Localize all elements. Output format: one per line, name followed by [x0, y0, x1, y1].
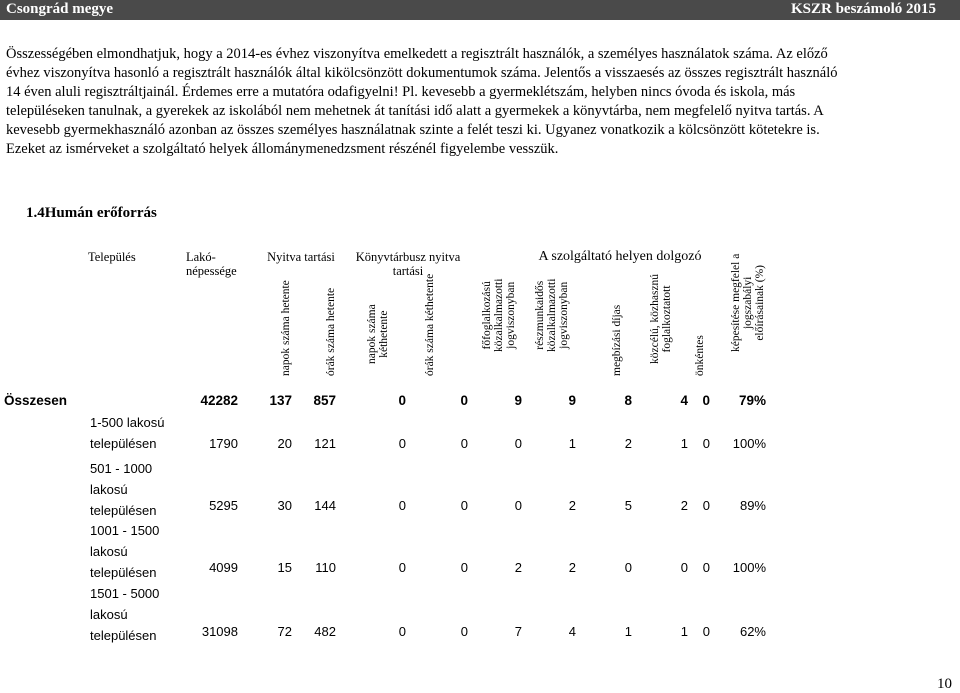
table-cell: 0 — [702, 498, 710, 513]
table-cell: 100% — [732, 560, 766, 575]
col-header-szolgaltato: A szolgáltató helyen dolgozó — [538, 249, 702, 264]
section-title: 1.4Humán erőforrás — [26, 205, 157, 221]
table-cell: 5295 — [209, 498, 238, 513]
table-cell: 0 — [702, 393, 710, 408]
table-cell: 15 — [277, 560, 292, 575]
table-cell: 2 — [624, 436, 632, 451]
table-cell: 0 — [398, 498, 406, 513]
table-cell: 2 — [514, 560, 522, 575]
page-header — [0, 0, 960, 20]
table-cell: 5 — [624, 498, 632, 513]
col-header-rotated: főfoglalkozású közalkalmazotti jogviszonyban — [481, 278, 517, 352]
table-cell: 0 — [460, 624, 468, 639]
table-cell: 0 — [460, 393, 468, 408]
col-header-nyitva-tartasi: Nyitva tartási — [267, 250, 335, 264]
table-cell: 2 — [680, 498, 688, 513]
table-cell: 0 — [398, 436, 406, 451]
header-report-title: KSZR beszámoló 2015 — [790, 1, 936, 17]
paragraph-line: 14 éven aluli regisztráltjainál. Érdemes erre a mutatóra odafigyelni! Pl. kevesebb a gyermeklétszám, helyben nincs óvoda és iskola, más — [6, 84, 796, 100]
table-cell: 1 — [568, 436, 576, 451]
table-cell: 42282 — [200, 393, 238, 408]
table-cell: 144 — [314, 498, 336, 513]
table-cell: 20 — [277, 436, 292, 451]
table-cell: 0 — [680, 560, 688, 575]
table-cell: 72 — [277, 624, 292, 639]
table-cell: 137 — [269, 393, 292, 408]
col-header-rotated: önkéntes — [694, 335, 706, 376]
col-header-rotated: részmunkaidős közalkalmazotti jogviszonyban — [534, 278, 570, 352]
row-label: 501 - 1000 lakosú településen — [90, 461, 157, 518]
table-cell: 857 — [313, 393, 336, 408]
table-cell: 0 — [702, 560, 710, 575]
paragraph-line: Összességében elmondhatjuk, hogy a 2014-es évhez viszonyítva emelkedett a regisztrált használók, a személyes használatok száma. Az előző — [6, 46, 828, 62]
col-header-konyvtarbusz: Könyvtárbusz nyitva tartási — [355, 250, 461, 278]
table-cell: 482 — [314, 624, 336, 639]
col-header-rotated: órák száma kéthetente — [424, 273, 436, 376]
table-cell: 4099 — [209, 560, 238, 575]
table-cell: 0 — [398, 560, 406, 575]
header-county: Csongrád megye — [6, 1, 114, 17]
summary-paragraph — [6, 45, 954, 159]
table-cell: 31098 — [201, 624, 238, 639]
table-cell: 1 — [624, 624, 632, 639]
table-cell: 1790 — [209, 436, 238, 451]
col-header-telepules: Település — [88, 250, 136, 264]
table-cell: 110 — [315, 560, 336, 575]
table-cell: 0 — [624, 560, 632, 575]
paragraph-line: Ezeket az ismérveket a szolgáltató helyek állománymenedzsment részénél figyelembe vesszük. — [6, 141, 559, 157]
table-cell: 0 — [460, 436, 468, 451]
paragraph-line: évhez viszonyítva hasonló a regisztrált használók által kikölcsönzött dokumentumok száma. Jelentős a visszaesés az összes regisztrált használó — [6, 65, 838, 81]
table-cell: 0 — [398, 393, 406, 408]
table-cell: 2 — [568, 560, 576, 575]
table-cell: 121 — [314, 436, 336, 451]
table-cell: 89% — [739, 498, 766, 513]
table-cell: 30 — [277, 498, 292, 513]
table-cell: 1 — [680, 624, 688, 639]
paragraph-line: településeken tanulnak, a gyerekek az iskolából nem mehetnek át tanítási idő alatt a gyermekek a könyvtárba, nem megfelelő nyitva tartás. A — [6, 103, 824, 119]
table-cell: 0 — [460, 498, 468, 513]
col-header-rotated: napok száma kéthetente — [366, 304, 390, 364]
table-cell: 1 — [680, 436, 688, 451]
table-cell: 0 — [702, 624, 710, 639]
paragraph-line: kevesebb gyermekhasználó azonban az összes személyes használatnak szinte a felét teszi ki. Ugyanez vonatkozik a kölcsönzött kötetekre is. — [6, 122, 820, 138]
table-cell: 2 — [568, 498, 576, 513]
table-cell: 8 — [624, 393, 632, 408]
table-cell: 0 — [514, 498, 522, 513]
col-header-rotated: képesítése megfelel a jogszabályi előírásainak (%) — [730, 253, 766, 352]
table-cell: 62% — [739, 624, 766, 639]
table-cell: 0 — [460, 560, 468, 575]
col-header-rotated: közcélú, közhasznú foglalkoztatott — [649, 273, 673, 364]
row-label: 1001 - 1500 lakosú településen — [90, 523, 160, 580]
total-row-label: Összesen — [4, 393, 68, 408]
table-cell: 4 — [568, 624, 576, 639]
table-cell: 100% — [732, 436, 766, 451]
row-label: 1-500 lakosú településen — [90, 415, 165, 451]
col-header-lakonepessege: Lakó- népessége — [186, 250, 237, 278]
table-cell: 9 — [568, 393, 576, 408]
table-cell: 79% — [738, 393, 766, 408]
row-label: 1501 - 5000 lakosú településen — [90, 586, 160, 643]
page-number: 10 — [937, 676, 952, 692]
col-header-rotated: órák száma hetente — [325, 287, 337, 376]
table-cell: 0 — [398, 624, 406, 639]
table-cell: 0 — [514, 436, 522, 451]
table-cell: 0 — [702, 436, 710, 451]
table-cell: 4 — [680, 393, 688, 408]
col-header-rotated: megbízási díjas — [611, 304, 623, 376]
col-header-rotated: napok száma hetente — [280, 280, 292, 376]
table-cell: 9 — [514, 393, 522, 408]
table-cell: 7 — [514, 624, 522, 639]
